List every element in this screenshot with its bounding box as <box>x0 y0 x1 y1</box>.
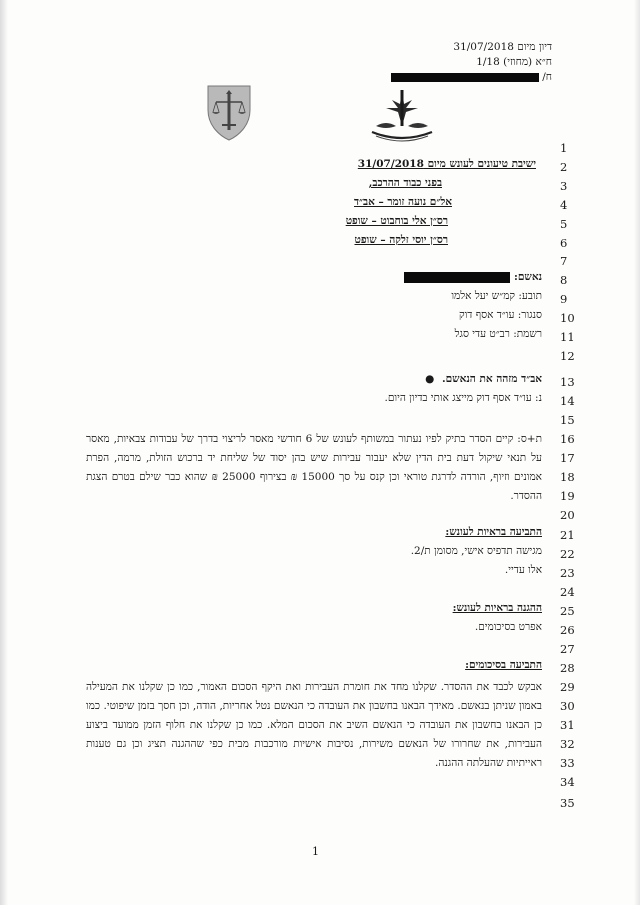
header-prefix-line <box>391 71 552 83</box>
line-number: 25 <box>560 604 575 618</box>
judge-second: רס״ן אלי בוחבוט – שופט <box>345 215 448 227</box>
judge-third: רס״ן יוסי זלקה – שופט <box>354 234 448 246</box>
defense-counsel-line: סנגור: עו״ד אסף דוק <box>459 309 542 321</box>
scan-edge-left <box>0 0 8 905</box>
line-number: 12 <box>560 349 575 363</box>
page-number: 1 <box>312 845 319 858</box>
idf-emblem-icon <box>366 86 438 148</box>
prosecution-summary-heading: התביעה בסיכומים: <box>465 659 542 671</box>
accused-label: נאשם: <box>513 271 542 283</box>
line-number: 29 <box>560 680 575 694</box>
line-number: 8 <box>560 273 568 287</box>
line-number: 26 <box>560 623 575 637</box>
recorder-line: רשמת: רב״ט עדי סגל <box>454 328 542 340</box>
line-number: 28 <box>560 661 575 675</box>
line-number: 23 <box>560 566 575 580</box>
line-number: 2 <box>560 160 568 174</box>
prosecution-summary-paragraph: אבקש לכבד את ההסדר. שקלנו מחד את חומרת העבירות ואת היקף הסכום האמור, כמו כן שקלנו את המעילה באמון שניתן בנאשם. מאידך הבאנו בחשבון את העובדה כי הנאשם נטל אחריות, הודה, וכן חסך בזמן שיפוטי. כמו כן הבאנו בחשבון את העובדה כי הנאשם השיב את הסכום המלא. כמו כן שקלנו את חלוף הזמן ממועד ביצוע העבירות, את שחרורו של הנאשם משירות, נסיבות אישיות מורכבות מבית כפי שההגנה תציג וכן גם טענות ראייתיות שהעלתה ההגנה. <box>86 681 542 769</box>
plea-agreement-paragraph: ת+ס: קיים הסדר בתיק לפיו נעתור במשותף לעונש של 6 חודשי מאסר לריצוי בדרך של עבודות צבאיות, מאסר על תנאי שיקול דעת בית הדין שלא יעבור עבירות שיש בהן יסוד של שליחת יד ברכוש הזולת, מרמה, הפרת אמונים וזיוף, הורדה לדרגת טוראי וכן קנס על סך 15000 ₪ בצירוף 25000 ₪ שהוא כבר שילם בטרם הצגת ההסדר. <box>86 433 542 502</box>
line-number: 34 <box>560 775 575 789</box>
header-date-text: דיון מיום 31/07/2018 <box>453 41 552 53</box>
panel-before-line: בפני כבוד ההרכב, <box>368 177 442 189</box>
line-number: 6 <box>560 236 568 250</box>
redaction-bar <box>391 73 539 82</box>
line-number: 24 <box>560 585 575 599</box>
line-number: 20 <box>560 508 575 522</box>
line-number: 13 <box>560 375 575 389</box>
prosecution-evidence-line1: מגישה תדפיס אישי, מסומן ת/2. <box>410 545 542 557</box>
header-date-line <box>453 41 552 53</box>
defense-present-line: נ: עו״ד אסף דוק מייצג אותי בדיון היום. <box>384 392 542 404</box>
scan-edge-right <box>634 0 640 905</box>
line-number: 32 <box>560 737 575 751</box>
header-case-text: ח״א (מחוזי) 1/18 <box>476 56 552 68</box>
line-number: 14 <box>560 394 575 408</box>
line-number: 33 <box>560 756 575 770</box>
line-number: 5 <box>560 217 568 231</box>
prosecution-evidence-heading: התביעה בראיות לעונש: <box>445 526 542 538</box>
identification-text: אב״ד מזהה את הנאשם. <box>441 373 542 385</box>
line-number: 31 <box>560 718 575 732</box>
line-number: 21 <box>560 528 575 542</box>
judge-presiding: אל״ם נועה זומר – אב״ד <box>354 196 452 208</box>
line-number: 17 <box>560 451 575 465</box>
line-number: 15 <box>560 413 575 427</box>
prosecutor-line: תובע: קמ״ש יעל אלמו <box>451 290 542 302</box>
military-court-emblem-icon <box>206 84 252 146</box>
line-number: 16 <box>560 432 575 446</box>
line-number: 7 <box>560 254 568 268</box>
accused-line <box>404 271 542 283</box>
line-number: 18 <box>560 470 575 484</box>
line-number: 19 <box>560 489 575 503</box>
line-number: 9 <box>560 292 568 306</box>
prosecution-evidence-line2: אלו עדיי. <box>504 564 542 576</box>
defense-evidence-line: אפרט בסיכומים. <box>474 621 542 633</box>
header-prefix-text: ח/ <box>542 71 552 83</box>
line-number: 11 <box>560 330 575 344</box>
line-number: 35 <box>560 796 575 810</box>
identification-line <box>425 373 542 385</box>
line-number: 4 <box>560 198 568 212</box>
redaction-bar <box>404 272 510 283</box>
line-number: 27 <box>560 642 575 656</box>
defense-evidence-heading: ההגנה בראיות לעונש: <box>452 602 542 614</box>
session-title: ישיבת טיעונים לעונש מיום 31/07/2018 <box>357 158 536 170</box>
header-case-line <box>476 56 552 68</box>
line-number: 10 <box>560 311 575 325</box>
line-number: 22 <box>560 547 575 561</box>
line-number: 1 <box>560 141 568 155</box>
line-number: 3 <box>560 179 568 193</box>
bullet-icon: ● <box>425 373 435 385</box>
line-number: 30 <box>560 699 575 713</box>
